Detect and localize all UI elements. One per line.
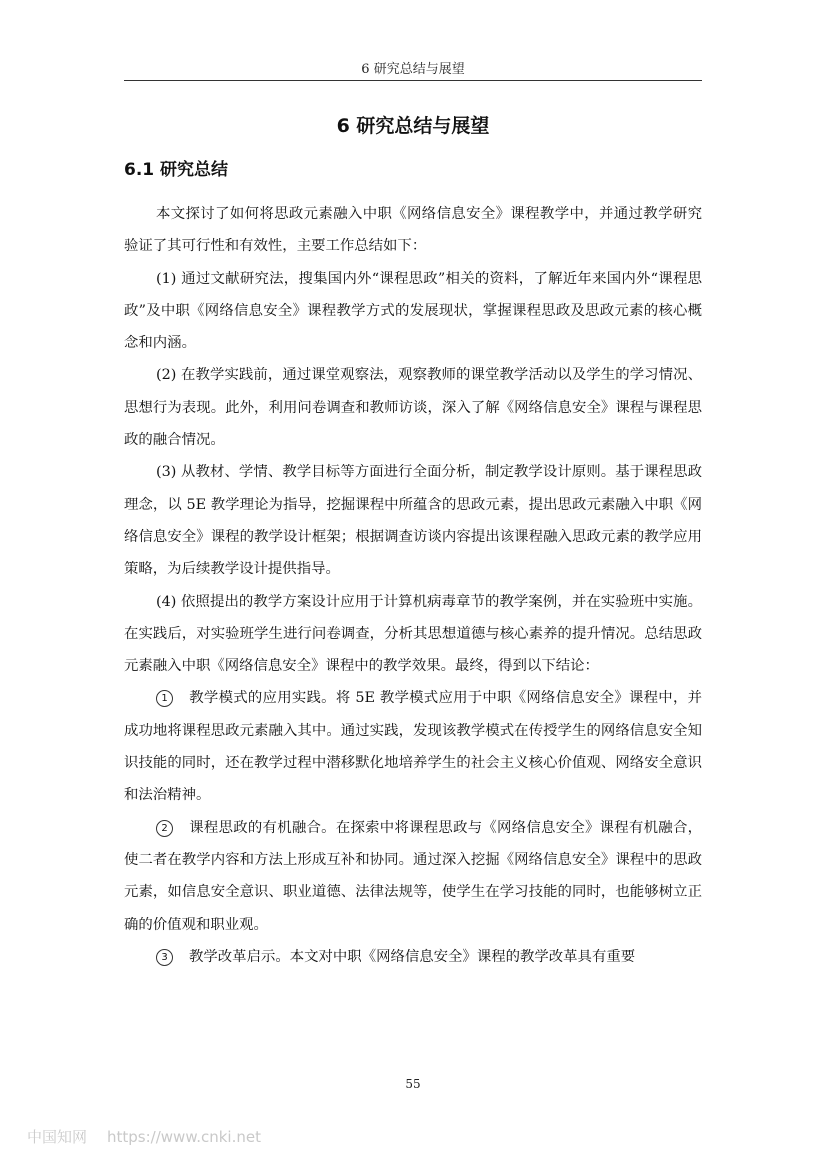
- paragraph: [124, 359, 702, 456]
- paragraph: [124, 198, 702, 263]
- paragraph: [124, 456, 702, 585]
- paragraph-text: 课程思政的有机融合。在探索中将课程思政与《网络信息安全》课程有机融合，使二者在教学内容和方法上形成互补和协同。通过深入挖掘《网络信息安全》课程中的思政元素，如信息安全意识、职业道德、法律法规等，使学生在学习技能的同时，也能够树立正确的价值观和职业观。: [124, 819, 702, 933]
- paragraph-text: (4) 依照提出的教学方案设计应用于计算机病毒章节的教学案例，并在实验班中实施。在实践后，对实验班学生进行问卷调查，分析其思想道德与核心素养的提升情况。总结思政元素融入中职《网络信息安全》课程中的教学效果。最终，得到以下结论：: [124, 593, 702, 675]
- paragraph: [124, 263, 702, 360]
- paragraph-text: (3) 从教材、学情、教学目标等方面进行全面分析，制定教学设计原则。基于课程思政理念，以 5E 教学理论为指导，挖掘课程中所蕴含的思政元素，提出思政元素融入中职《网络信息安全》课程的教学设计框架；根据调查访谈内容提出该课程融入思政元素的教学应用策略，为后续教学设计提供指导。: [124, 464, 702, 578]
- chapter-title: 6 研究总结与展望: [336, 115, 490, 137]
- paragraph-text: 教学改革启示。本文对中职《网络信息安全》课程的教学改革具有重要: [189, 948, 636, 965]
- paragraph-text: 本文探讨了如何将思政元素融入中职《网络信息安全》课程教学中，并通过教学研究验证了其可行性和有效性，主要工作总结如下：: [124, 206, 702, 255]
- body-text: [124, 198, 702, 973]
- paragraph-text: 教学模式的应用实践。将 5E 教学模式应用于中职《网络信息安全》课程中，并成功地将课程思政元素融入其中。通过实践，发现该教学模式在传授学生的网络信息安全知识技能的同时，还在教学过程中潜移默化地培养学生的社会主义核心价值观、网络安全意识和法治精神。: [124, 690, 702, 804]
- cnki-watermark: [27, 1126, 281, 1147]
- section-title: 6.1 研究总结: [124, 160, 229, 180]
- circled-number-marker: 2: [156, 820, 173, 837]
- page-number: 55: [405, 1077, 421, 1091]
- circled-number-marker: 3: [156, 949, 173, 966]
- running-header: 6 研究总结与展望: [361, 62, 465, 77]
- paragraph-text: (2) 在教学实践前，通过课堂观察法，观察教师的课堂教学活动以及学生的学习情况、思想行为表现。此外，利用问卷调查和教师访谈，深入了解《网络信息安全》课程与课程思政的融合情况。: [124, 367, 702, 449]
- paragraph-text: (1) 通过文献研究法，搜集国内外“课程思政”相关的资料，了解近年来国内外“课程思政”及中职《网络信息安全》课程教学方式的发展现状，掌握课程思政及思政元素的核心概念和内涵。: [124, 270, 702, 352]
- conclusion-item: [124, 941, 702, 973]
- conclusion-item: [124, 812, 702, 941]
- paragraph: [124, 586, 702, 683]
- watermark-brand: 中国知网: [27, 1128, 88, 1146]
- header-rule: [124, 80, 702, 81]
- circled-number-marker: 1: [156, 690, 173, 707]
- conclusion-item: [124, 682, 702, 811]
- watermark-url: https://www.cnki.net: [107, 1128, 261, 1146]
